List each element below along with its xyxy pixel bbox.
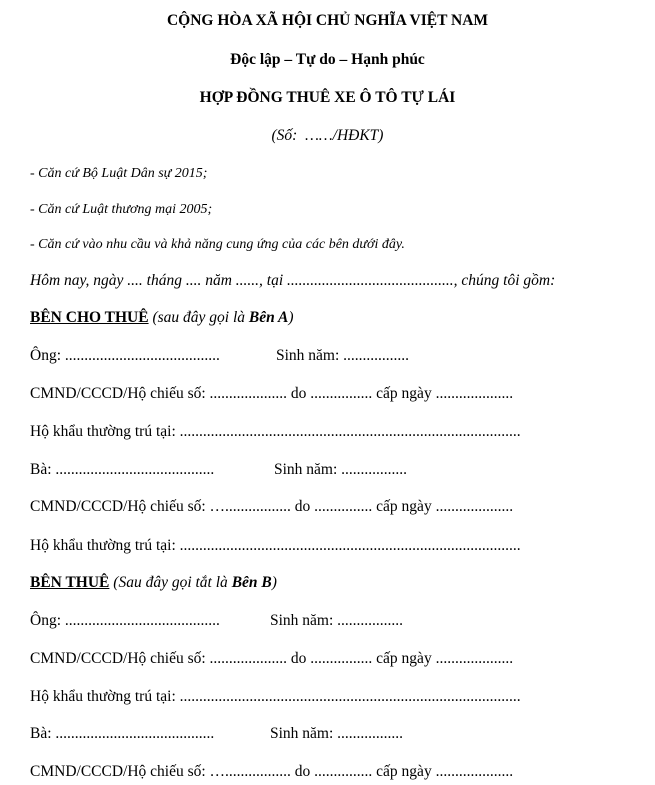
party-a-ong-birth: Sinh năm: ................. [276,347,410,364]
party-b-heading-line [30,573,277,593]
party-a-note-pre: (sau đây gọi là [148,309,249,326]
nation-heading: CỘNG HÒA XÃ HỘI CHỦ NGHĨA VIỆT NAM [166,12,489,29]
party-a-ong-address: Hộ khẩu thường trú tại: ........................................................................................ [30,423,521,440]
legal-basis-needs: - Căn cứ vào nhu cầu và khả năng cung ứng của các bên dưới đây. [30,237,405,252]
contract-number: (Số: ……/HĐKT) [271,127,384,144]
party-b-ong-name: Ông: ........................................ [30,612,220,629]
party-b-ba-name: Bà: ......................................... [30,725,215,742]
contract-title: HỢP ĐỒNG THUÊ XE Ô TÔ TỰ LÁI [199,89,456,106]
party-a-ba-name: Bà: ......................................... [30,461,215,478]
legal-basis-civil-code: - Căn cứ Bộ Luật Dân sự 2015; [30,166,208,181]
party-a-heading: BÊN CHO THUÊ [30,309,149,326]
party-a-ba-id: CMND/CCCD/Hộ chiếu số: …................. do ............... cấp ngày .................... [30,498,514,515]
party-b-note-post: ) [271,574,277,591]
party-a-ba-address: Hộ khẩu thường trú tại: ........................................................................................ [30,537,521,554]
party-a-note-bold: Bên A [248,309,289,326]
motto: Độc lập – Tự do – Hạnh phúc [230,51,425,68]
party-a-ba-birth: Sinh năm: ................. [274,461,408,478]
party-a-ong-id: CMND/CCCD/Hộ chiếu số: .................... do ................ cấp ngày .................... [30,385,514,402]
party-a-ong-name: Ông: ........................................ [30,347,220,364]
party-b-ba-birth: Sinh năm: ................. [270,725,404,742]
party-b-note-pre: (Sau đây gọi tắt là [109,574,232,591]
party-b-ba-id: CMND/CCCD/Hộ chiếu số: …................. do ............... cấp ngày .................... [30,763,514,780]
party-b-ong-birth: Sinh năm: ................. [270,612,404,629]
party-b-ong-address: Hộ khẩu thường trú tại: ........................................................................................ [30,688,521,705]
party-b-ong-id: CMND/CCCD/Hộ chiếu số: .................... do ................ cấp ngày .................... [30,650,514,667]
party-b-heading: BÊN THUÊ [30,574,110,591]
party-a-note-post: ) [288,309,294,326]
legal-basis-commercial-law: - Căn cứ Luật thương mại 2005; [30,202,213,217]
party-b-note-bold: Bên B [231,574,272,591]
party-a-heading-line [30,308,294,328]
intro-line: Hôm nay, ngày .... tháng .... năm ......, tại ..........................................., chúng tôi gồm: [30,272,556,289]
